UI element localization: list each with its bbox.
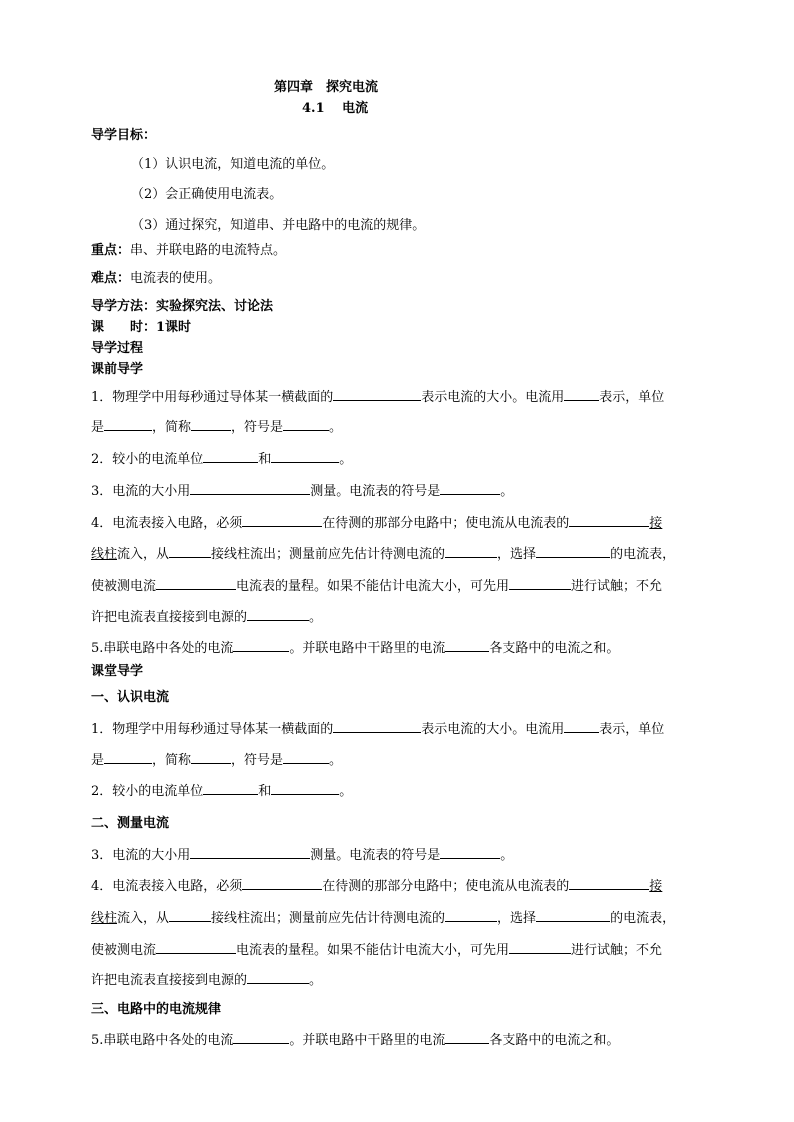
objectives-heading: 导学目标： — [91, 128, 157, 143]
q1-text: ，简称 — [152, 753, 192, 768]
q5-text: 各支路中的电流之和。 — [489, 1033, 620, 1048]
q2-text: 和 — [258, 452, 272, 467]
fill-blank[interactable] — [242, 876, 322, 890]
difficulty-text: 电流表的使用。 — [130, 271, 222, 286]
q4-text: 在待测的那部分电路中；使电流从电流表的 — [322, 879, 570, 894]
q5-text: 5.串联电路中各处的电流 — [91, 641, 234, 656]
class-question-2 — [91, 781, 352, 801]
fill-blank[interactable] — [283, 417, 329, 431]
question-5 — [91, 638, 619, 658]
q4-text: 的电流表， — [610, 911, 676, 926]
q3-text: 3．电流的大小用 — [91, 848, 191, 863]
fill-blank[interactable] — [233, 1030, 289, 1044]
q1-text: ，符号是 — [231, 753, 284, 768]
q4-text: 接线柱流出；测量前应先估计待测电流的 — [211, 547, 446, 562]
question-3 — [91, 481, 513, 501]
question-4-line-3 — [91, 576, 662, 596]
q4-text: 4．电流表接入电路，必须 — [91, 879, 243, 894]
q2-text: 和 — [258, 784, 272, 799]
pre-class-heading: 课前导学 — [91, 362, 144, 377]
difficulty-label: 难点： — [91, 271, 131, 286]
key-point — [91, 242, 286, 260]
class-question-1-line-1 — [91, 719, 664, 739]
q4-text: 许把电流表直接接到电源的 — [91, 610, 248, 625]
q1-text: 表示电流的大小。电流用 — [421, 390, 565, 405]
q2-text: 2．较小的电流单位 — [91, 784, 204, 799]
fill-blank[interactable] — [564, 387, 599, 401]
q4-text: 进行试触；不允 — [571, 579, 663, 594]
q1-text: 表示电流的大小。电流用 — [421, 722, 565, 737]
fill-blank[interactable] — [242, 513, 322, 527]
fill-blank[interactable] — [445, 638, 489, 652]
fill-blank[interactable] — [440, 845, 500, 859]
q3-text: 。 — [500, 484, 514, 499]
q1-text: 是 — [91, 753, 105, 768]
q4-text: 。 — [309, 610, 323, 625]
section-1-heading: 一、认识电流 — [91, 690, 170, 705]
q2-text: 。 — [339, 784, 353, 799]
q3-text: 测量。电流表的符号是 — [310, 484, 441, 499]
q1-text: 表示，单位 — [599, 390, 665, 405]
q1-text: 表示，单位 — [599, 722, 665, 737]
class-question-5 — [91, 1030, 619, 1050]
q5-text: 各支路中的电流之和。 — [489, 641, 620, 656]
question-4-line-1 — [91, 513, 662, 533]
q4-text: 线柱 — [91, 911, 118, 926]
q1-text: 。 — [329, 420, 343, 435]
class-question-4-line-4 — [91, 970, 322, 990]
section-3-heading: 三、电路中的电流规律 — [91, 1002, 222, 1017]
q5-text: 5.串联电路中各处的电流 — [91, 1033, 234, 1048]
fill-blank[interactable] — [445, 1030, 489, 1044]
fill-blank[interactable] — [104, 417, 152, 431]
q1-text: ，符号是 — [231, 420, 284, 435]
section-2-heading: 二、测量电流 — [91, 816, 170, 831]
q4-text: 的电流表， — [610, 547, 676, 562]
fill-blank[interactable] — [233, 638, 289, 652]
fill-blank[interactable] — [156, 576, 236, 590]
objective-item: （1）认识电流，知道电流的单位。 — [131, 157, 335, 172]
key-text: 串、并联电路的电流特点。 — [130, 243, 287, 258]
fill-blank[interactable] — [569, 513, 649, 527]
fill-blank[interactable] — [203, 449, 258, 463]
q4-text: 电流表的量程。如果不能估计电流大小，可先用 — [236, 579, 510, 594]
class-question-1-line-2 — [91, 750, 342, 770]
chapter-title: 第四章 探究电流 — [274, 80, 379, 95]
fill-blank[interactable] — [191, 750, 231, 764]
class-question-4-line-1 — [91, 876, 662, 896]
period-line: 课 时：1课时 — [91, 320, 192, 335]
question-1-line-2 — [91, 417, 342, 437]
q4-text: 4．电流表接入电路，必须 — [91, 516, 243, 531]
q4-text: 使被测电流 — [91, 943, 157, 958]
q4-text: ，选择 — [497, 547, 537, 562]
q4-text: 接 — [649, 879, 663, 894]
q4-text: 接线柱流出；测量前应先估计待测电流的 — [211, 911, 446, 926]
in-class-heading: 课堂导学 — [91, 664, 144, 679]
q4-text: 线柱 — [91, 547, 118, 562]
class-question-4-line-2 — [91, 908, 675, 928]
q1-text: ，简称 — [152, 420, 192, 435]
fill-blank[interactable] — [445, 908, 497, 922]
fill-blank[interactable] — [509, 940, 571, 954]
q4-text: 流入，从 — [117, 911, 170, 926]
question-4-line-2 — [91, 544, 675, 564]
fill-blank[interactable] — [509, 576, 571, 590]
fill-blank[interactable] — [440, 481, 500, 495]
fill-blank[interactable] — [169, 544, 211, 558]
q5-text: 。并联电路中干路里的电流 — [289, 1033, 446, 1048]
section-title: 4.1 电流 — [302, 101, 369, 116]
fill-blank[interactable] — [104, 750, 152, 764]
q4-text: 流入，从 — [117, 547, 170, 562]
objective-item: （2）会正确使用电流表。 — [131, 187, 283, 202]
q2-text: 。 — [339, 452, 353, 467]
q4-text: 接 — [649, 516, 663, 531]
fill-blank[interactable] — [247, 970, 309, 984]
fill-blank[interactable] — [333, 719, 421, 733]
difficulty-point — [91, 270, 221, 288]
fill-blank[interactable] — [569, 876, 649, 890]
q1-text: 是 — [91, 420, 105, 435]
q1-text: 。 — [329, 753, 343, 768]
q4-text: 许把电流表直接接到电源的 — [91, 973, 248, 988]
fill-blank[interactable] — [536, 544, 610, 558]
method-line: 导学方法：实验探究法、讨论法 — [91, 299, 274, 314]
fill-blank[interactable] — [169, 908, 211, 922]
q4-text: 在待测的那部分电路中；使电流从电流表的 — [322, 516, 570, 531]
q1-text: 1．物理学中用每秒通过导体某一横截面的 — [91, 390, 334, 405]
fill-blank[interactable] — [271, 449, 339, 463]
fill-blank[interactable] — [445, 544, 497, 558]
fill-blank[interactable] — [564, 719, 599, 733]
fill-blank[interactable] — [191, 417, 231, 431]
question-2 — [91, 449, 352, 469]
fill-blank[interactable] — [203, 781, 258, 795]
q4-text: 。 — [309, 973, 323, 988]
q4-text: 进行试触；不允 — [571, 943, 663, 958]
question-1-line-1 — [91, 387, 701, 407]
q2-text: 2．较小的电流单位 — [91, 452, 204, 467]
q3-text: 。 — [500, 848, 514, 863]
process-heading: 导学过程 — [91, 341, 144, 356]
fill-blank[interactable] — [190, 481, 310, 495]
q3-text: 3．电流的大小用 — [91, 484, 191, 499]
fill-blank[interactable] — [156, 940, 236, 954]
class-question-4-line-3 — [91, 940, 662, 960]
q4-text: ，选择 — [497, 911, 537, 926]
fill-blank[interactable] — [536, 908, 610, 922]
q3-text: 测量。电流表的符号是 — [310, 848, 441, 863]
fill-blank[interactable] — [247, 607, 309, 621]
q5-text: 。并联电路中干路里的电流 — [289, 641, 446, 656]
question-4-line-4 — [91, 607, 322, 627]
fill-blank[interactable] — [190, 845, 310, 859]
q4-text: 使被测电流 — [91, 579, 157, 594]
key-label: 重点： — [91, 243, 131, 258]
fill-blank[interactable] — [271, 781, 339, 795]
fill-blank[interactable] — [333, 387, 421, 401]
objective-item: （3）通过探究，知道串、并电路中的电流的规律。 — [131, 218, 426, 233]
fill-blank[interactable] — [283, 750, 329, 764]
class-question-3 — [91, 845, 513, 865]
q1-text: 1．物理学中用每秒通过导体某一横截面的 — [91, 722, 334, 737]
q4-text: 电流表的量程。如果不能估计电流大小，可先用 — [236, 943, 510, 958]
